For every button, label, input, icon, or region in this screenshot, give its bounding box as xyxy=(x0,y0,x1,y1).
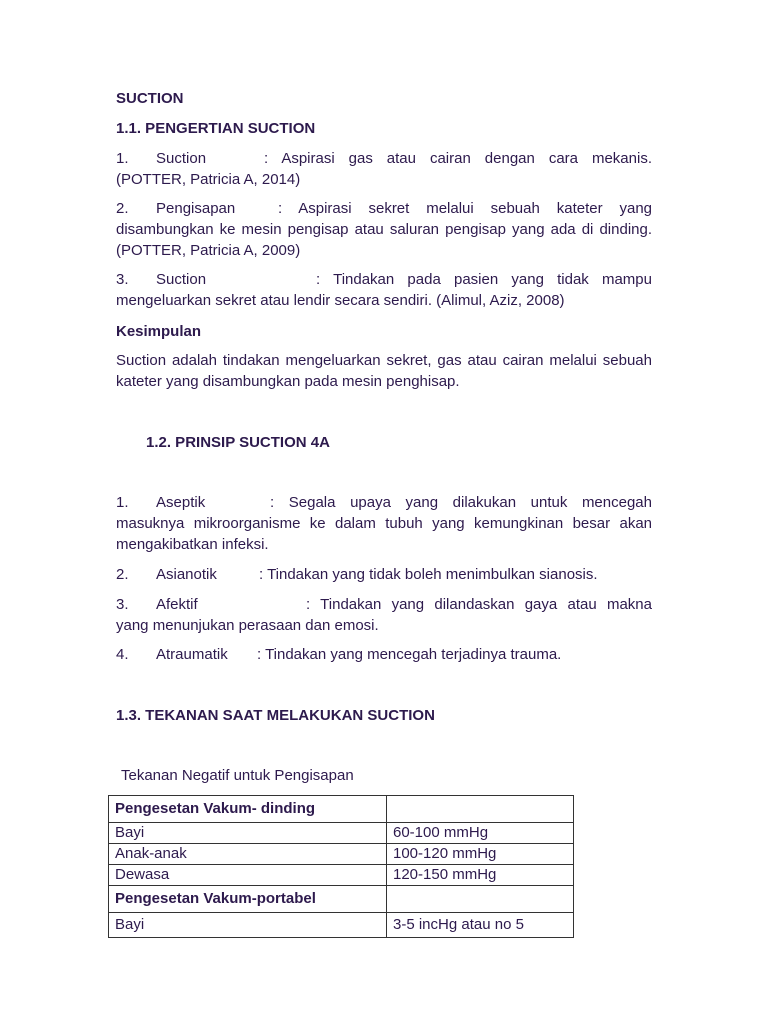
item-term: Afektif xyxy=(156,596,198,613)
section-heading-prinsip: 1.2. PRINSIP SUCTION 4A xyxy=(146,434,330,451)
table-row xyxy=(109,823,574,844)
table-row xyxy=(109,844,574,865)
item-desc-line: : Tindakan yang mencegah terjadinya trauma. xyxy=(257,646,562,663)
item-desc-line: : Tindakan yang tidak boleh menimbulkan sianosis. xyxy=(259,566,598,583)
item-desc-line: : Tindakan pada pasien yang tidak mampu xyxy=(316,271,652,288)
item-desc-line: : Aspirasi gas atau cairan dengan cara mekanis. xyxy=(264,150,652,167)
item-term: Atraumatik xyxy=(156,646,228,663)
principle-item xyxy=(116,492,652,555)
item-term: Aseptik xyxy=(156,494,206,511)
table-cell-value: 100-120 mmHg xyxy=(387,844,574,865)
item-desc-line: masuknya mikroorganisme ke dalam tubuh yang kemungkinan besar akan xyxy=(116,515,652,532)
table-group-header: Pengesetan Vakum- dinding xyxy=(109,796,387,823)
doc-title: SUCTION xyxy=(116,90,184,107)
table-row xyxy=(109,886,574,913)
item-term: Suction xyxy=(156,271,207,288)
kesimpulan-text xyxy=(116,350,652,392)
item-desc-line: mengeluarkan sekret atau lendir secara sendiri. (Alimul, Aziz, 2008) xyxy=(116,292,565,309)
paragraph-line: kateter yang disambungkan pada mesin penghisap. xyxy=(116,373,460,390)
table-cell-empty xyxy=(387,796,574,823)
principle-item xyxy=(116,564,652,585)
item-number: 1. xyxy=(116,494,129,511)
table-cell-empty xyxy=(387,886,574,913)
table-cell-label: Bayi xyxy=(109,913,387,938)
pressure-table xyxy=(108,795,574,938)
table-cell-value: 60-100 mmHg xyxy=(387,823,574,844)
section-heading-tekanan: 1.3. TEKANAN SAAT MELAKUKAN SUCTION xyxy=(116,707,435,724)
item-desc-line: (POTTER, Patricia A, 2009) xyxy=(116,242,301,259)
item-number: 3. xyxy=(116,596,129,613)
table-row xyxy=(109,913,574,938)
principle-item xyxy=(116,644,652,665)
item-number: 2. xyxy=(116,200,129,217)
table-cell-label: Anak-anak xyxy=(109,844,387,865)
item-number: 1. xyxy=(116,150,129,167)
definition-item xyxy=(116,198,652,261)
item-number: 2. xyxy=(116,566,129,583)
item-term: Suction xyxy=(156,150,207,167)
kesimpulan-label: Kesimpulan xyxy=(116,323,202,340)
table-cell-label: Dewasa xyxy=(109,865,387,886)
item-term: Asianotik xyxy=(156,566,217,583)
item-desc-line: : Tindakan yang dilandaskan gaya atau makna xyxy=(306,596,652,613)
item-desc-line: mengakibatkan infeksi. xyxy=(116,536,269,553)
table-group-header: Pengesetan Vakum-portabel xyxy=(109,886,387,913)
item-desc-line: (POTTER, Patricia A, 2014) xyxy=(116,171,301,188)
item-number: 4. xyxy=(116,646,129,663)
definition-item xyxy=(116,148,652,190)
item-term: Pengisapan xyxy=(156,200,236,217)
table-caption: Tekanan Negatif untuk Pengisapan xyxy=(121,767,354,784)
paragraph-line: Suction adalah tindakan mengeluarkan sekret, gas atau cairan melalui sebuah xyxy=(116,352,652,369)
table-row xyxy=(109,865,574,886)
section-heading-pengertian: 1.1. PENGERTIAN SUCTION xyxy=(116,120,316,137)
table-cell-value: 120-150 mmHg xyxy=(387,865,574,886)
table-row xyxy=(109,796,574,823)
item-desc-line: : Segala upaya yang dilakukan untuk mencegah xyxy=(270,494,652,511)
item-desc-line: yang menunjukan perasaan dan emosi. xyxy=(116,617,379,634)
item-desc-line: disambungkan ke mesin pengisap atau saluran pengisap yang ada di dinding. xyxy=(116,221,652,238)
principle-item xyxy=(116,594,652,636)
definition-item xyxy=(116,269,652,311)
table-cell-label: Bayi xyxy=(109,823,387,844)
item-desc-line: : Aspirasi sekret melalui sebuah kateter yang xyxy=(278,200,652,217)
table-cell-value: 3-5 incHg atau no 5 xyxy=(387,913,574,938)
item-number: 3. xyxy=(116,271,129,288)
